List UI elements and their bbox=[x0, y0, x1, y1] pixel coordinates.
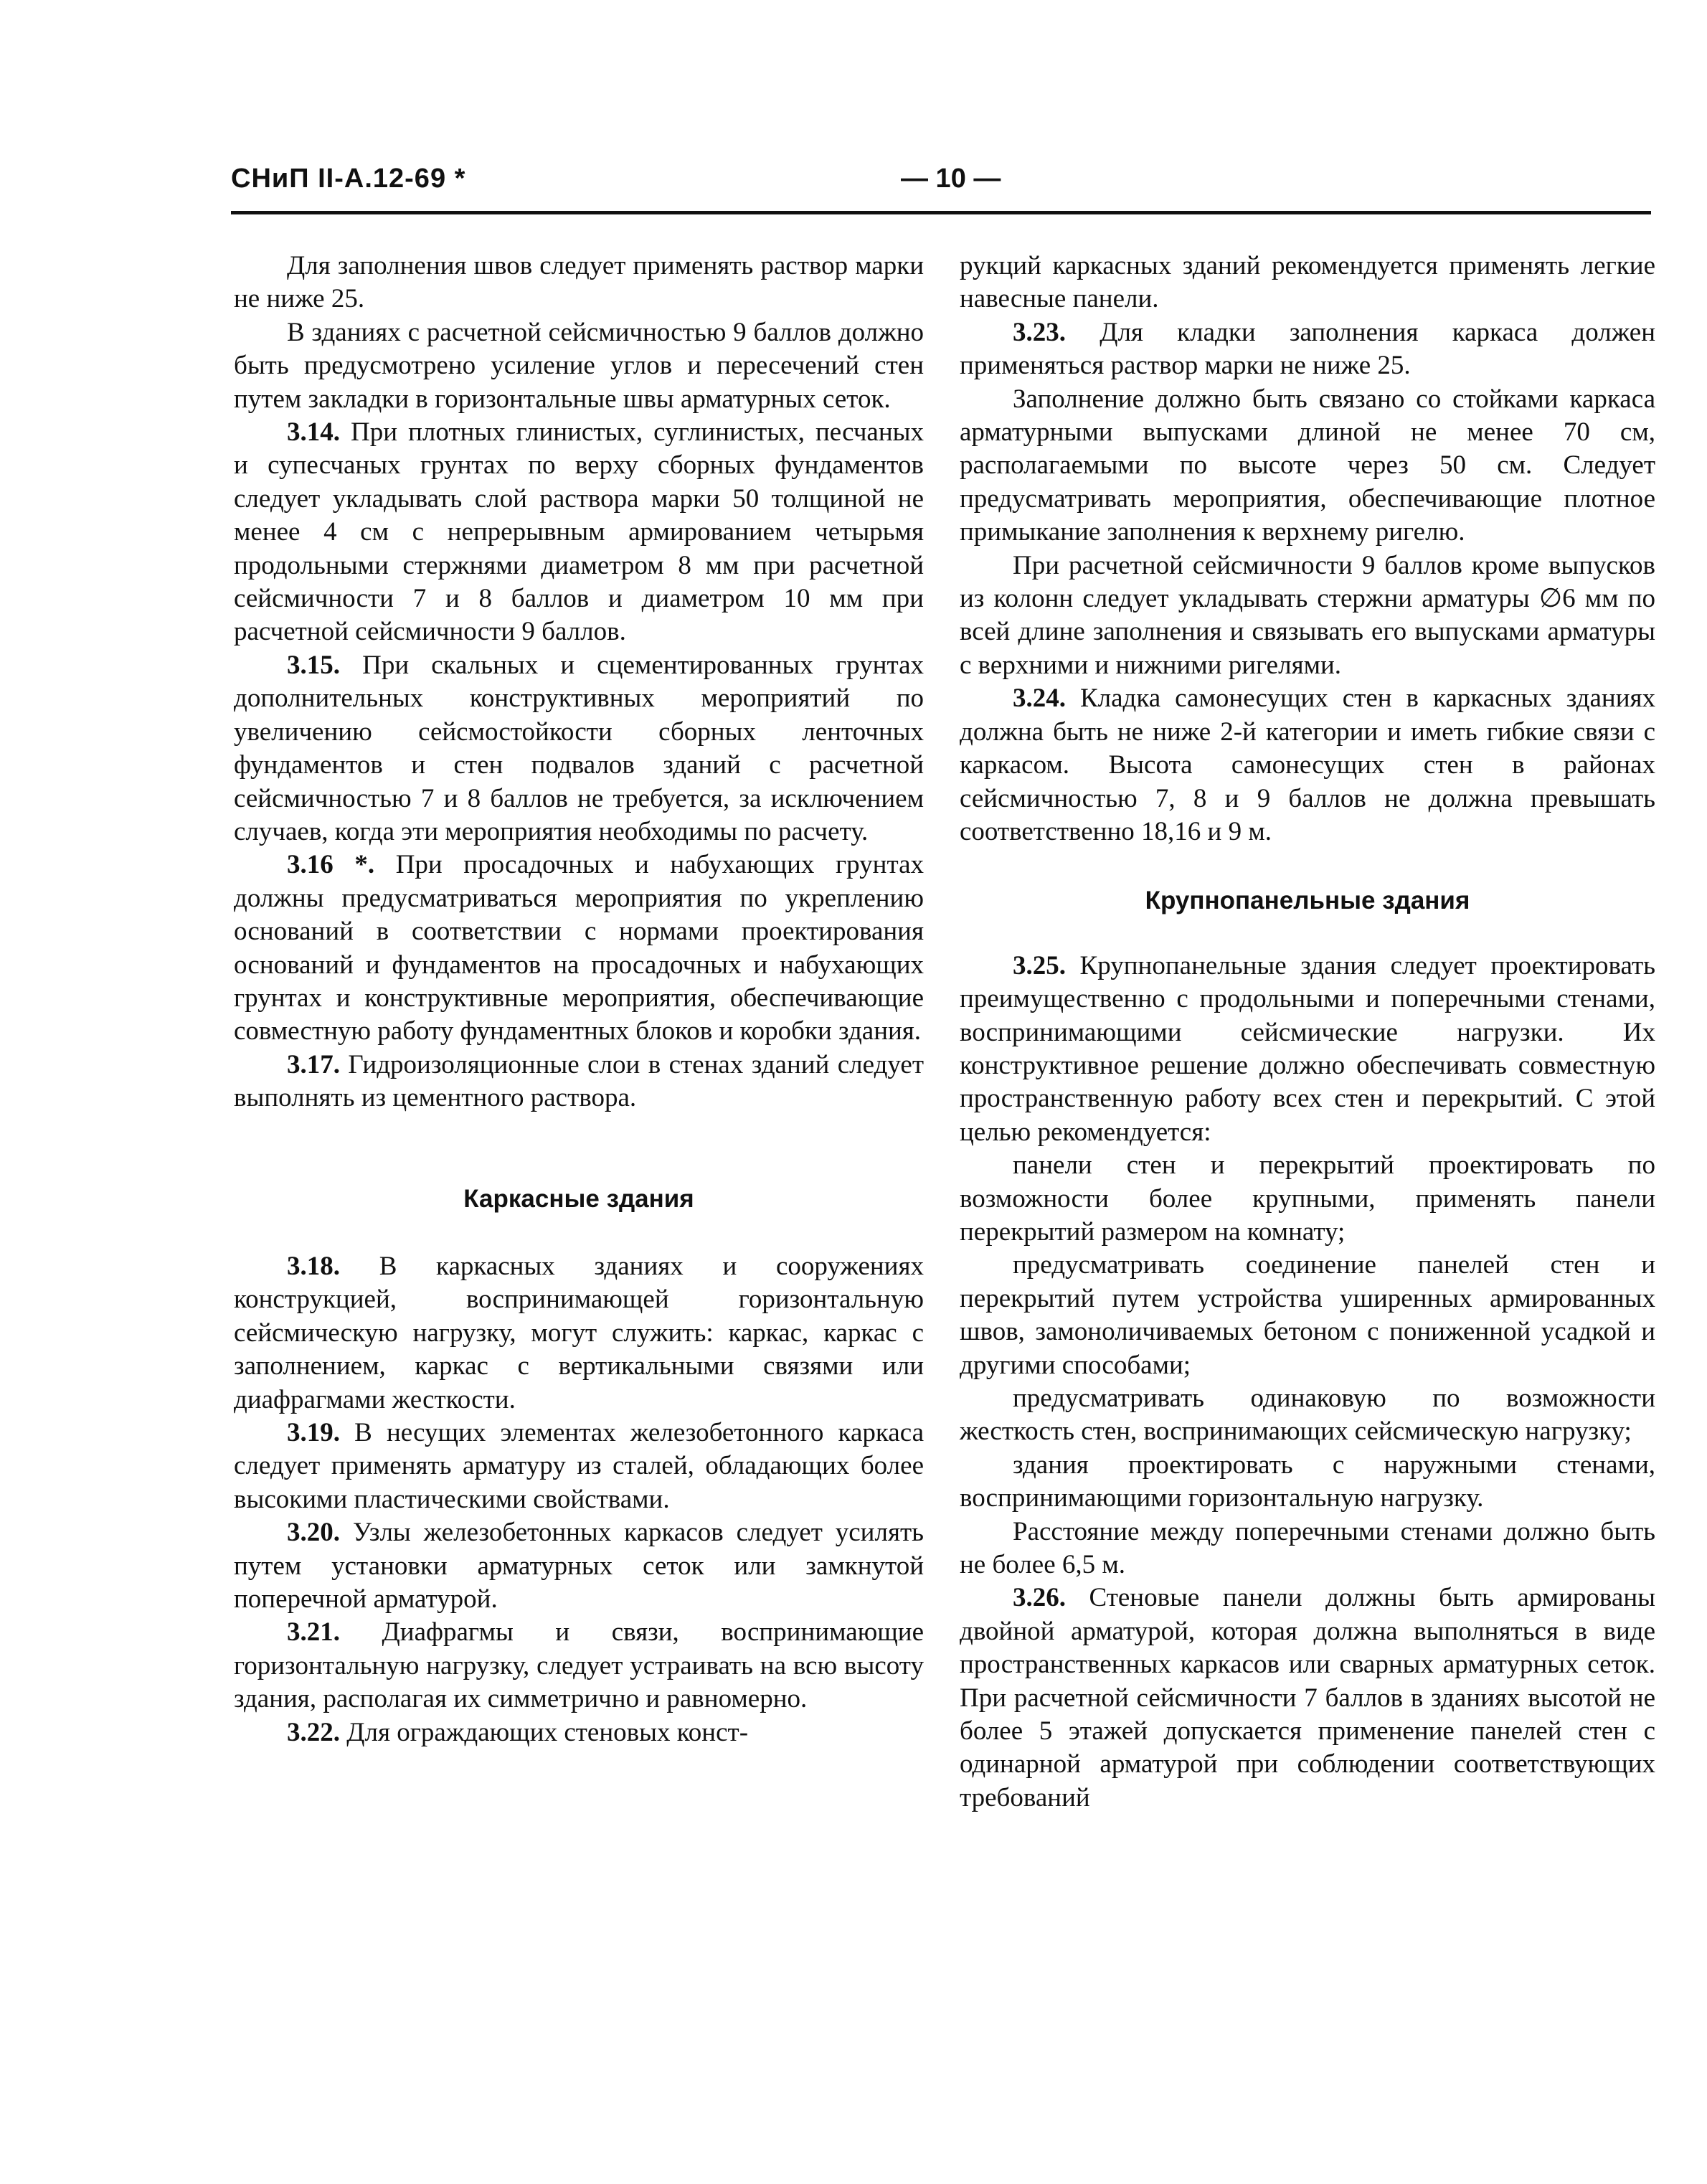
clause-number: 3.18. bbox=[287, 1251, 340, 1281]
section-heading-large-panel-buildings: Крупнопанельные здания bbox=[1145, 887, 1470, 915]
clause-number: 3.17. bbox=[287, 1049, 340, 1079]
clause-number: 3.20. bbox=[287, 1518, 340, 1548]
clause-number: 3.15. bbox=[287, 650, 340, 680]
list-item: предусматривать соединение панелей стен и перекрытий путем устройства уширенных армированных швов, замоноличиваемых бетоном с пониженной усадкой и другими способами; bbox=[960, 1250, 1655, 1380]
clause-text: Крупнопанельные здания следует проектировать преимущественно с продольными и поперечными стенами, воспринимающими сейсмические нагрузки. Их конструктивное решение должно обеспечивать совместную пространственную работу всех стен и перекрытий. С этой целью рекомендуется: bbox=[960, 950, 1656, 1147]
section-heading-frame-buildings: Каркасные здания bbox=[463, 1184, 694, 1213]
paragraph-mortar: Для заполнения швов следует применять раствор марки не ниже 25. bbox=[234, 251, 924, 314]
list-item: предусматривать одинаковую по возможности жесткость стен, воспринимающих сейсмическую нагрузку; bbox=[960, 1384, 1655, 1447]
clause-text: В несущих элементах железобетонного каркаса следует применять арматуру из сталей, обладающих более высокими пластическими свойствами. bbox=[234, 1418, 924, 1514]
clause-3-25 bbox=[960, 950, 1655, 1149]
page-header bbox=[231, 164, 1651, 214]
clause-3-20 bbox=[234, 1516, 924, 1616]
clause-3-14 bbox=[234, 416, 924, 649]
spacer bbox=[960, 918, 1655, 950]
clause-3-24 bbox=[960, 682, 1655, 848]
right-column bbox=[960, 250, 1655, 1815]
left-column bbox=[234, 250, 924, 1749]
paragraph-nine-points: При расчетной сейсмичности 9 баллов кроме выпусков из колонн следует укладывать стержни арматуры ∅6 мм по всей длине заполнения и связывать его выпусками арматуры с верхними и нижними ригелями. bbox=[960, 550, 1655, 680]
list-item: здания проектировать с наружными стенами, воспринимающими горизонтальную нагрузку. bbox=[960, 1450, 1655, 1513]
clause-number: 3.23. bbox=[1013, 317, 1066, 347]
spacer bbox=[234, 1115, 924, 1183]
clause-text: Гидроизоляционные слои в стенах зданий следует выполнять из цементного раствора. bbox=[234, 1049, 925, 1113]
clause-3-23 bbox=[960, 316, 1655, 383]
paragraph-wall-spacing: Расстояние между поперечными стенами должно быть не более 6,5 м. bbox=[960, 1516, 1655, 1580]
clause-text: Стеновые панели должны быть армированы двойной арматурой, которая должна выполняться в виде пространственных каркасов или сварных арматурных сеток. При расчетной сейсмичности 7 баллов в зданиях высотой не более 5 этажей допускается применение панелей стен с одинарной арматурой при соблюдении соответствующих требований bbox=[960, 1583, 1655, 1812]
clause-text: В каркасных зданиях и сооружениях конструкцией, воспринимающей горизонтальную сейсмическую нагрузку, могут служить: каркас, каркас с заполнением, каркас с вертикальными связями или диафрагмами жесткости. bbox=[234, 1251, 925, 1414]
clause-3-16 bbox=[234, 848, 924, 1048]
clause-text: Для кладки заполнения каркаса должен применяться раствор марки не ниже 25. bbox=[960, 317, 1655, 381]
document-code: СНиП II-А.12-69 * bbox=[231, 164, 466, 194]
clause-3-26 bbox=[960, 1582, 1655, 1815]
clause-number: 3.22. bbox=[287, 1717, 340, 1747]
paragraph-corners: В зданиях с расчетной сейсмичностью 9 баллов должно быть предусмотрено усиление углов и пересечений стен путем закладки в горизонтальные швы арматурных сеток. bbox=[234, 317, 924, 414]
clause-number: 3.19. bbox=[287, 1418, 340, 1447]
clause-text: Для ограждающих стеновых конст- bbox=[346, 1717, 749, 1747]
clause-3-18 bbox=[234, 1250, 924, 1417]
clause-3-22-continuation: рукций каркасных зданий рекомендуется применять легкие навесные панели. bbox=[960, 251, 1655, 314]
clause-number: 3.26. bbox=[1013, 1583, 1066, 1613]
clause-3-21 bbox=[234, 1616, 924, 1716]
spacer bbox=[960, 848, 1655, 884]
clause-number: 3.14. bbox=[287, 417, 340, 448]
clause-3-19 bbox=[234, 1417, 924, 1516]
clause-number: 3.16 *. bbox=[287, 850, 375, 880]
clause-3-15 bbox=[234, 649, 924, 848]
clause-3-22 bbox=[234, 1716, 924, 1749]
clause-text: Кладка самонесущих стен в каркасных зданиях должна быть не ниже 2-й категории и иметь гибкие связи с каркасом. Высота самонесущих стен в районах сейсмичностью 7, 8 и 9 баллов не должна превышать соответственно 18,16 и 9 м. bbox=[960, 684, 1656, 846]
clause-number: 3.24. bbox=[1013, 684, 1066, 714]
clause-text: При просадочных и набухающих грунтах должны предусматриваться мероприятия по укреплению оснований в соответствии с нормами проектирования оснований и фундаментов на просадочных и набухающих грунтах и конструктивные мероприятия, обеспечивающие совместную работу фундаментных блоков и коробки здания. bbox=[234, 850, 925, 1046]
clause-text: При плотных глинистых, суглинистых, песчаных и супесчаных грунтах по верху сборных фундаментов следует укладывать слой раствора марки 50 толщиной не менее 4 см с непрерывным армированием четырьмя продольными стержнями диаметром 8 мм при расчетной сейсмичности 7 и 8 баллов и диаметром 10 мм при расчетной сейсмичности 9 баллов. bbox=[234, 417, 925, 647]
spacer bbox=[234, 1216, 924, 1250]
list-item: панели стен и перекрытий проектировать по возможности более крупными, применять панели перекрытий размером на комнату; bbox=[960, 1150, 1655, 1247]
clause-number: 3.25. bbox=[1013, 950, 1066, 980]
paragraph-infill-ties: Заполнение должно быть связано со стойками каркаса арматурными выпусками длиной не менее 70 см, располагаемыми по высоте через 50 см. Следует предусматривать мероприятия, обеспечивающие плотное примыкание заполнения к верхнему ригелю. bbox=[960, 384, 1655, 547]
clause-number: 3.21. bbox=[287, 1617, 340, 1648]
page-number: — 10 — bbox=[901, 164, 1001, 194]
clause-text: Узлы железобетонных каркасов следует усилять путем установки арматурных сеток или замкнутой поперечной арматурой. bbox=[234, 1518, 925, 1615]
clause-3-17 bbox=[234, 1049, 924, 1115]
clause-text: При скальных и сцементированных грунтах дополнительных конструктивных мероприятий по увеличению сейсмостойкости сборных ленточных фундаментов и стен подвалов зданий с расчетной сейсмичностью 7 и 8 баллов не требуется, за исключением случаев, когда эти мероприятия необходимы по расчету. bbox=[234, 650, 925, 846]
clause-text: Диафрагмы и связи, воспринимающие горизонтальную нагрузку, следует устраивать на всю высоту здания, располагая их симметрично и равномерно. bbox=[234, 1617, 925, 1714]
